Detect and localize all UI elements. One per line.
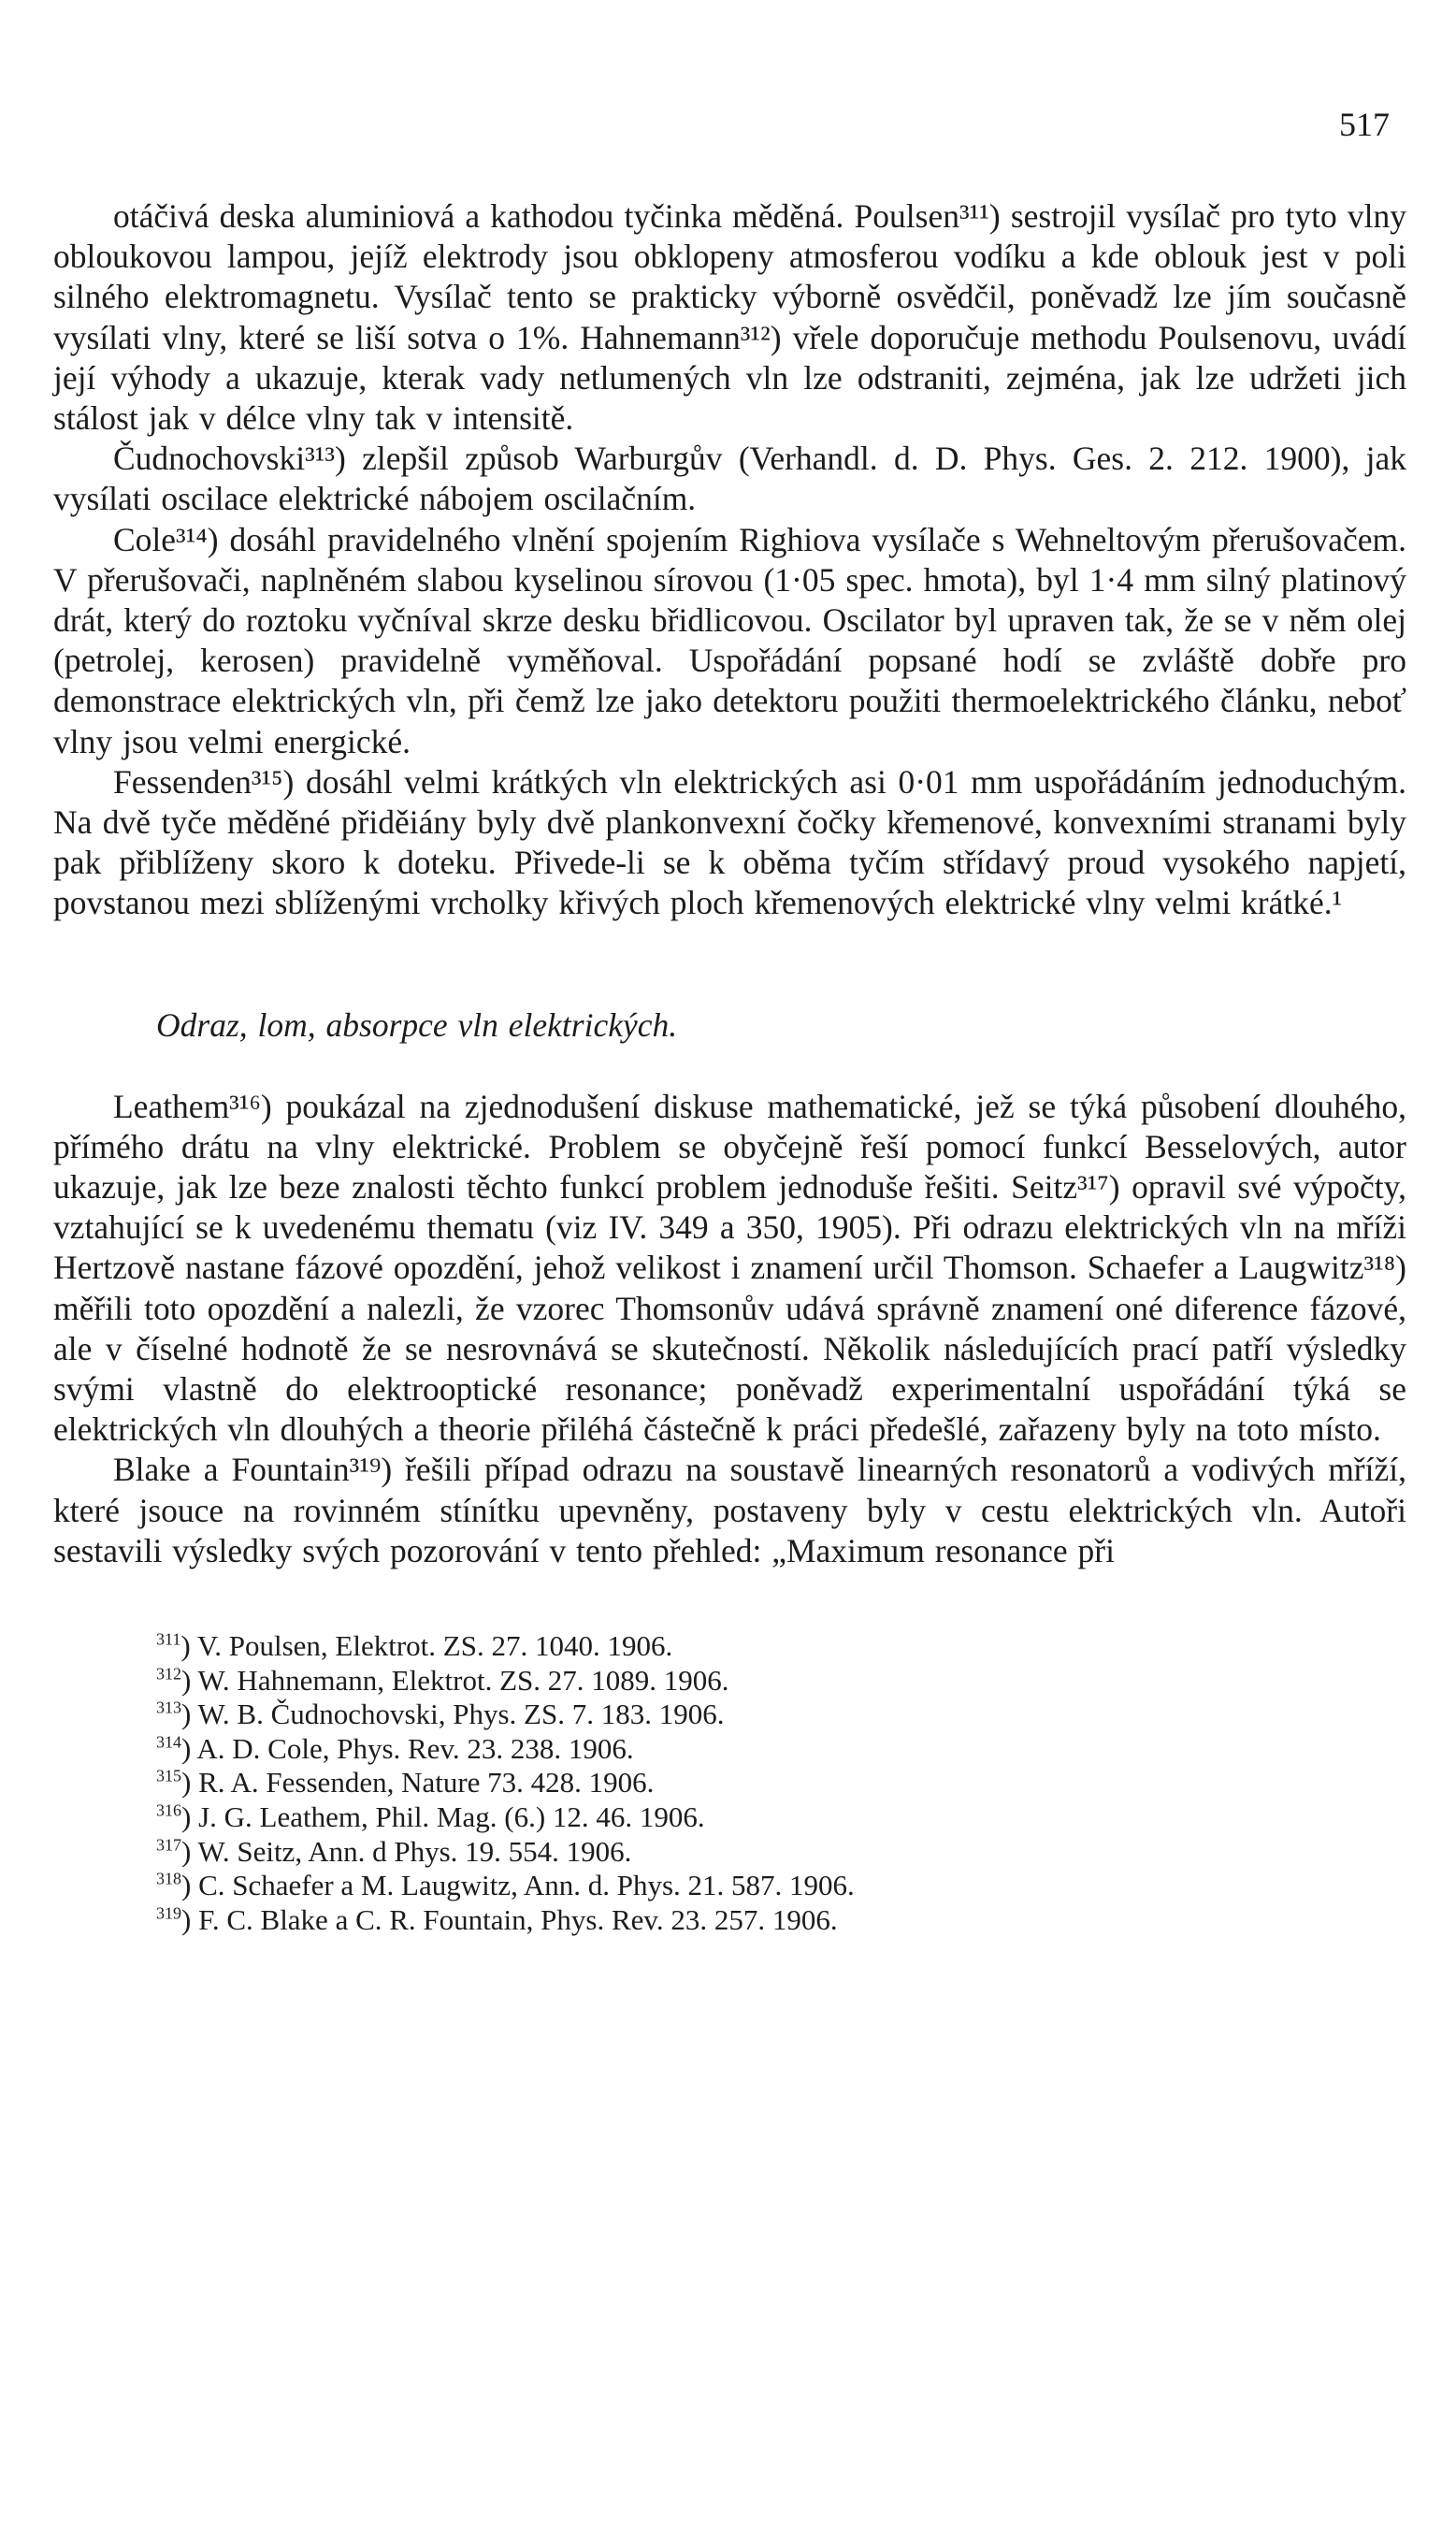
footnote-item: $^{317}$) W. Seitz, Ann. d Phys. 19. 554. 1906.: [156, 1834, 632, 1868]
footnote-item: $^{314}$) A. D. Cole, Phys. Rev. 23. 238. 1906.: [156, 1731, 634, 1765]
footnote-item: $^{315}$) R. A. Fessenden, Nature 73. 428. 1906.: [156, 1766, 655, 1800]
footnote-item: $^{312}$) W. Hahnemann, Elektrot. ZS. 27. 1089. 1906.: [156, 1663, 729, 1697]
paragraph-1: otáčivá deska aluminiová a kathodou tyčinka měděná. Poulsen³¹¹) sestrojil vysílač pro tyto vlny obloukovou lampou, jejíž elektrody jsou obklopeny atmosferou vodíku a kde oblouk jest v poli silného elektromagnetu. Vysílač tento se prakticky výborně osvědčil, poněvadž lze jím současně vysílati vlny, které se liší sotva o 1%. Hahnemann³¹²) vřele doporučuje methodu Poulsenovu, uvádí její výhody a ukazuje, kterak vady netlumených vln lze odstraniti, zejména, jak lze udržeti jich stálost jak v délce vlny tak v intensitě.: [53, 197, 1406, 438]
footnote-item: $^{316}$) J. G. Leathem, Phil. Mag. (6.) 12. 46. 1906.: [156, 1800, 705, 1834]
section-heading: Odraz, lom, absorpce vln elektrických.: [156, 1005, 678, 1044]
footnote-item: $^{311}$) V. Poulsen, Elektrot. ZS. 27. 1040. 1906.: [156, 1629, 673, 1663]
page-body: [53, 196, 1406, 1937]
page-number: 517: [1339, 106, 1390, 143]
footnotes: [156, 1629, 1406, 1937]
footnote-item: $^{313}$) W. B. Čudnochovski, Phys. ZS. 7. 183. 1906.: [156, 1698, 725, 1731]
paragraph-3: Cole³¹⁴) dosáhl pravidelného vlnění spojením Righiova vysílače s Wehneltovým přerušovačem. V přerušovači, naplněném slabou kyselinou sírovou (1·05 spec. hmota), byl 1·4 mm silný platinový drát, který do roztoku vyčníval skrze desku břidlicovou. Oscilator byl upraven tak, že se v něm olej (petrolej, kerosen) pravidelně vyměňoval. Uspořádání popsané hodí se zvláště dobře pro demonstrace elektrických vln, při čemž lze jako detektoru použiti thermoelektrického článku, neboť vlny jsou velmi energické.: [53, 520, 1406, 760]
footnote-item: $^{319}$) F. C. Blake a C. R. Fountain, Phys. Rev. 23. 257. 1906.: [156, 1902, 838, 1936]
paragraph-2: Čudnochovski³¹³) zlepšil způsob Warburgův (Verhandl. d. D. Phys. Ges. 2. 212. 1900), jak vysílati oscilace elektrické nábojem oscilačním.: [53, 440, 1406, 518]
paragraph-6: Blake a Fountain³¹⁹) řešili případ odrazu na soustavě linearných resonatorů a vodivých mříží, které jsouce na rovinném stínítku upevněny, postaveny byly v cestu elektrických vln. Autoři sestavili výsledky svých pozorování v tento přehled: „Maximum resonance při: [53, 1451, 1406, 1569]
paragraph-4: Fessenden³¹⁵) dosáhl velmi krátkých vln elektrických asi 0·01 mm uspořádáním jednoduchým. Na dvě tyče měděné přiděiány byly dvě plankonvexní čočky křemenové, konvexními stranami byly pak přiblíženy skoro k doteku. Přivede-li se k oběma tyčím střídavý proud vysokého napjetí, povstanou mezi sblíženými vrcholky křivých ploch křemenových elektrické vlny velmi krátké.¹: [53, 762, 1406, 922]
footnote-item: $^{318}$) C. Schaefer a M. Laugwitz, Ann. d. Phys. 21. 587. 1906.: [156, 1869, 855, 1902]
paragraph-5: Leathem³¹⁶) poukázal na zjednodušení diskuse mathematické, jež se týká působení dlouhého, přímého drátu na vlny elektrické. Problem se obyčejně řeší pomocí funkcí Besselových, autor ukazuje, jak lze beze znalosti těchto funkcí problem jednoduše řešiti. Seitz³¹⁷) opravil své výpočty, vztahující se k uvedenému thematu (viz IV. 349 a 350, 1905). Při odrazu elektrických vln na mříži Hertzově nastane fázové opozdění, jehož velikost i znamení určil Thomson. Schaefer a Laugwitz³¹⁸) měřili toto opozdění a nalezli, že vzorec Thomsonův udává správně znamení oné diference fázové, ale v číselné hodnotě že se nesrovnává se skutečností. Několik následujících prací patří výsledky svými vlastně do elektrooptické resonance; poněvadž experimentalní uspořádání týká se elektrických vln dlouhých a theorie přiléhá částečně k práci předešlé, zařazeny byly na toto místo.: [53, 1087, 1406, 1449]
